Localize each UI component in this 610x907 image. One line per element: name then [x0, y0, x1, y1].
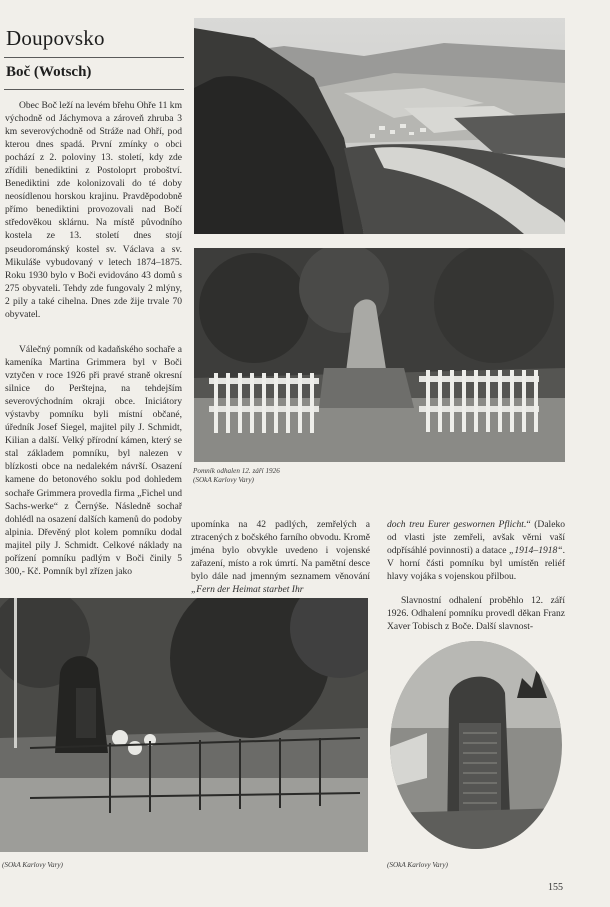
photo-monument-fence-caption [193, 467, 363, 486]
text-run: . V horní části pomníku byl umístěn reliéf hlavy vojáka s vojenskou přilbou. [387, 545, 565, 583]
inscription-quote-start: „Fern der Heimat starbet Ihr [191, 584, 304, 596]
photo-monument-metal-fence [0, 598, 368, 852]
paragraph-unveiling: Slavnostní odhalení proběhlo 12. září 1926. Odhalení pomníku provedl děkan Franz Xaver Tobisch z Boče. Další slavnost- [387, 595, 565, 633]
subtitle-rule [4, 89, 184, 90]
inscription-date: „1914–1918“ [509, 545, 563, 557]
paragraph-inscription [387, 518, 565, 583]
text-run: upomínka na 42 padlých, zemřelých a ztracených z bočského farního obvodu. Kromě jména bylo obvykle uvedeno i vojenské zařazení, místo a rok úmrtí. Na pamětní desce bylo dále nad jmenným seznamem věnování [191, 519, 370, 583]
page-number: 155 [548, 882, 563, 893]
photo-monument-metal-fence-caption: (SOkA Karlovy Vary) [2, 861, 63, 869]
paragraph-village-history: Obec Boč leží na levém břehu Ohře 11 km východně od Jáchymova a zároveň zhruba 3 km severovýchodně od Stráže nad Ohří, pod kterou dnes spadá. První zmínky o obci pochází z 2. poloviny 13. století, kdy zde zřídili benediktini z Postoloprt proboštví. Benediktini zde kolonizovali do té doby neosídlenou horskou krajinu. Pravděpodobně přímo benediktini provozovali nad Bočí středověkou sklárnu. Na místě původního kostela ze 13. století dnes stojí pseudorománský kostel sv. Václava a sv. Mikuláše vybudovaný v letech 1874–1875. Roku 1930 bylo v Boči evidováno 43 domů s 275 obyvateli. Tehdy zde fungovaly 2 mlýny, 2 pily a také cihelna. Dnes zde žije trvale 70 obyvatel. [5, 100, 182, 320]
caption-source: (SOkA Karlovy Vary) [193, 476, 254, 485]
inscription-quote-end: doch treu Eurer geswornen Pflicht. [387, 519, 527, 530]
page-title: Doupovsko [6, 26, 105, 50]
title-rule [4, 57, 184, 58]
photo-monument-oval [387, 638, 565, 852]
photo-valley-landscape [194, 18, 565, 234]
section-subtitle: Boč (Wotsch) [6, 64, 92, 80]
caption-line: Pomník odhalen 12. září 1926 [193, 467, 280, 475]
photo-monument-oval-caption: (SOkA Karlovy Vary) [387, 861, 448, 869]
photo-monument-fence [194, 248, 565, 462]
text-run: “ (Daleko od vlasti jste zemřeli, avšak věrni vaší odpřísáhlé povinnosti) a datace [387, 519, 565, 557]
paragraph-monument: Válečný pomník od kadaňského sochaře a kameníka Martina Grimmera byl v Boči vztyčen v roce 1926 při pravé straně okresní silnice do Perštejna, na tehdejším severovýchodním okraji obce. Iniciátory výstavby pomníku byli místní občané, úředník Josef Siegel, majitel pily J. Schmidt, Kilian a další. Velký přírodní kámen, který se stal základem pomníku, byl nalezen v blízkosti obce na nedalekém návrší. Osazení kamene do betonového soklu pod dohledem sochaře Grimmera provedla firma „Fichel und Sachs-werke“ z Černýše. Následně sochař dohlédl na osazení dalších kamenů do podoby alpinia. Dřevěný plot kolem pomníku dodal majitel pily J. Schmidt. Celkové náklady na pořízení pomníku padlým v Boči činily 5 300,- Kč. Pomník byl zřízen jako [5, 344, 182, 577]
paragraph-monument-continued [191, 518, 370, 596]
